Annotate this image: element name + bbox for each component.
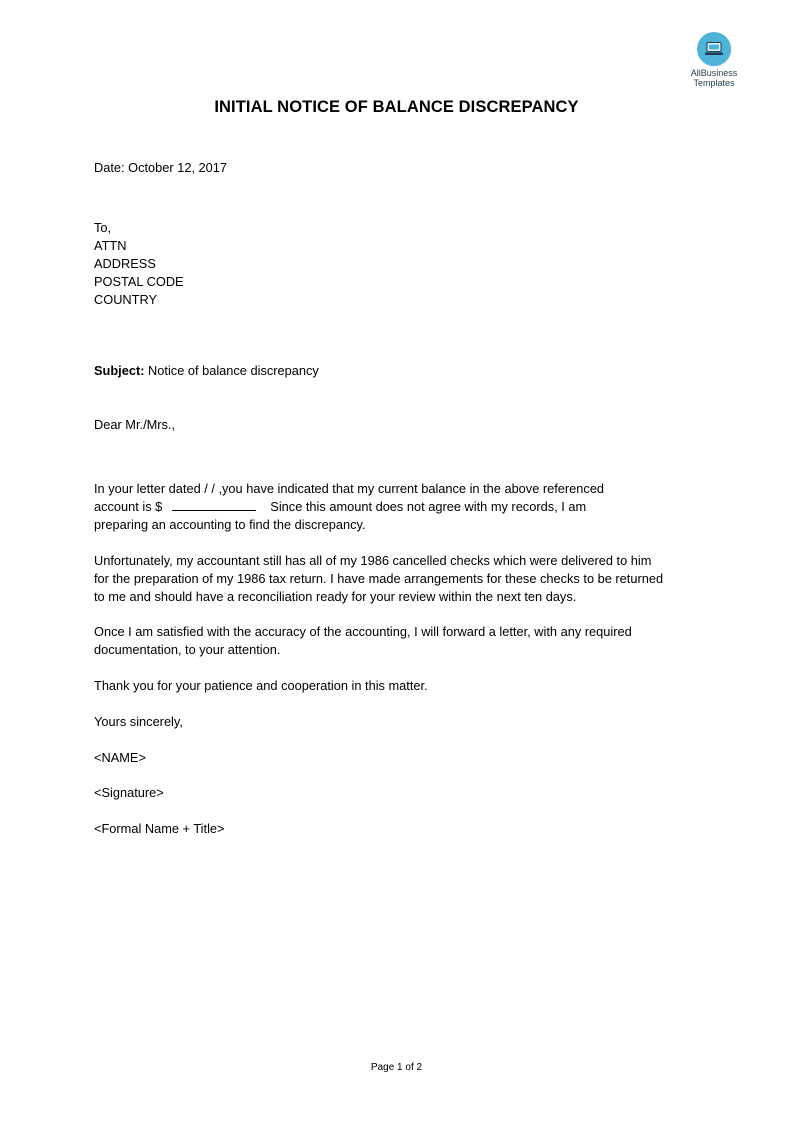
name-placeholder: <NAME>: [94, 750, 146, 765]
paragraph1-line2: [94, 498, 586, 516]
address-attn: ATTN: [94, 238, 127, 253]
amount-label: account is $: [94, 499, 163, 514]
salutation: Dear Mr./Mrs.,: [94, 417, 176, 432]
signature-placeholder: <Signature>: [94, 785, 164, 800]
subject-line: [94, 362, 319, 380]
paragraph1-line3: preparing an accounting to find the discrepancy.: [94, 517, 366, 532]
address-postal: POSTAL CODE: [94, 274, 184, 289]
address-to: To,: [94, 220, 112, 235]
laptop-icon: [697, 32, 731, 66]
paragraph1-line2-end: Since this amount does not agree with my records, I am: [270, 499, 587, 514]
paragraph3-line2: documentation, to your attention.: [94, 642, 281, 657]
paragraph4: Thank you for your patience and cooperation in this matter.: [94, 678, 428, 693]
amount-blank: [172, 498, 256, 511]
paragraph2-line2: for the preparation of my 1986 tax return. I have made arrangements for these checks to be returned: [94, 571, 664, 586]
date-line: Date: October 12, 2017: [94, 160, 228, 175]
page-number: Page 1 of 2: [370, 1062, 423, 1073]
closing: Yours sincerely,: [94, 714, 183, 729]
address-country: COUNTRY: [94, 292, 158, 307]
paragraph1-line1: In your letter dated / / ,you have indicated that my current balance in the above referenced: [94, 481, 605, 496]
paragraph3-line1: Once I am satisfied with the accuracy of the accounting, I will forward a letter, with any required: [94, 624, 632, 639]
subject-text: Notice of balance discrepancy: [148, 363, 319, 378]
logo-text-line1: AllBusiness: [690, 68, 738, 78]
logo-text-line2: Templates: [693, 78, 735, 88]
subject-label: Subject:: [94, 363, 145, 378]
paragraph2-line3: to me and should have a reconciliation ready for your review within the next ten days.: [94, 589, 577, 604]
paragraph2-line1: Unfortunately, my accountant still has all of my 1986 cancelled checks which were delivered to him: [94, 553, 652, 568]
address-street: ADDRESS: [94, 256, 156, 271]
formal-name-placeholder: <Formal Name + Title>: [94, 821, 225, 836]
brand-logo: [672, 32, 756, 88]
document-title: INITIAL NOTICE OF BALANCE DISCREPANCY: [214, 98, 579, 116]
